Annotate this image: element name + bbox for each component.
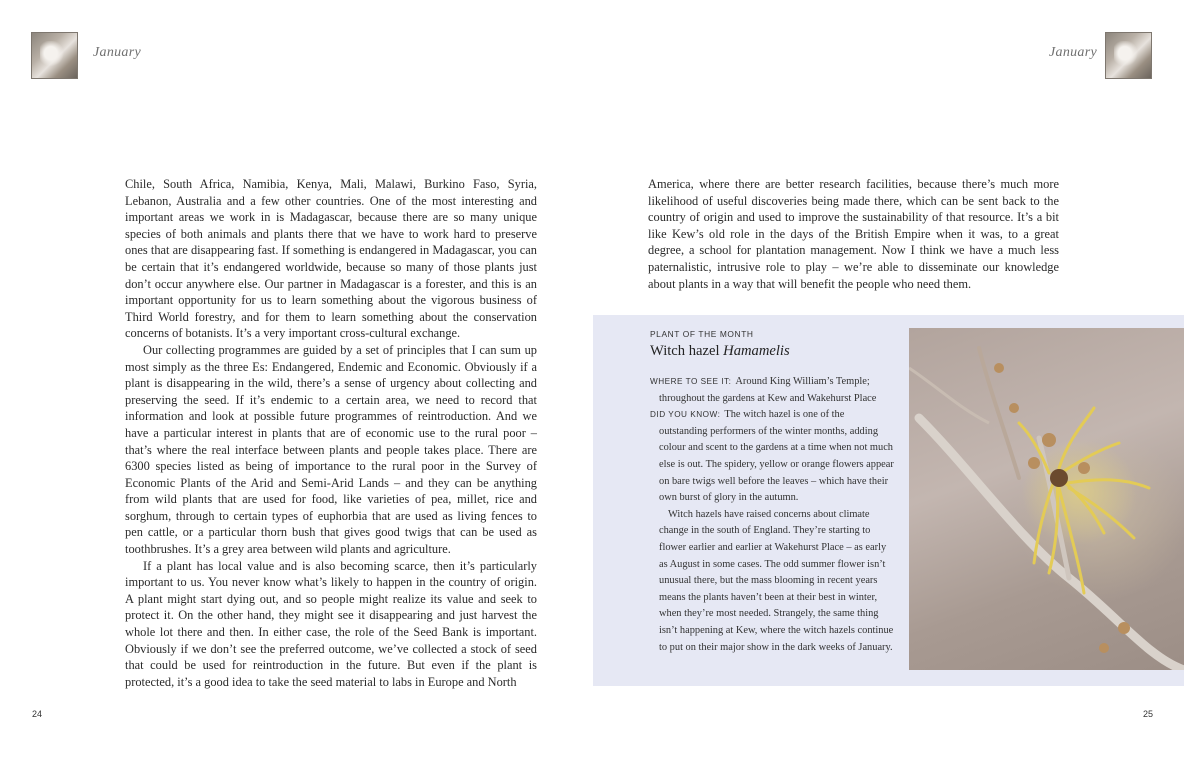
body-text	[125, 176, 537, 690]
plant-of-the-month-box	[593, 315, 1184, 686]
title-latin: Hamamelis	[723, 343, 790, 359]
page-number: 24	[32, 709, 43, 719]
paragraph: Chile, South Africa, Namibia, Kenya, Mali, Malawi, Burkino Faso, Syria, Lebanon, Australia and a few other countries. One of the most interesting and important areas we work in is Madagascar, because there are so many unique species of both animals and plants there that we have to work hard to preserve ones that are disappearing fast. If something is endangered in Madagascar, you can be certain that it’s endangered worldwide, because so many of those plants just don’t occur anywhere else. Our partner in Madagascar is a forester, and this is an important opportunity for us to learn something about the vigorous business of Third World forestry, and for them to learn something about the conservation concerns of botanists. It’s a very important cross-cultural exchange.	[125, 177, 537, 341]
paragraph: Our collecting programmes are guided by a set of principles that I can sum up most simply as the three Es: Endangered, Endemic and Economic. Obviously if a plant is disappearing in the wild, there’s a sense of urgency about collecting and preserving the seed. If it’s endemic to a certain area, we need to record that information and look at possible future programmes of reintroduction. And we have a particular interest in plants that are of economic use to the rural poor – that’s where the real interface between plants and people takes place. There are 6300 species listed as being of importance to the rural poor in the Survey of Economic Plants of the Arid and Semi-Arid Lands – and they can be anything from wild plants that are used for food, like varieties of pea, millet, rice and sorghum, through to certain types of euphorbia that are used as living fences to pen cattle, or a particular thorn bush that gives good twigs that can be used as toothbrushes. It’s a grey area between wild plants and agriculture.	[125, 342, 537, 557]
page-number: 25	[1143, 709, 1154, 719]
where-label: WHERE TO SEE IT:	[650, 377, 732, 386]
did-you-know	[650, 407, 895, 507]
witch-hazel-illustration	[909, 328, 1184, 670]
running-head: January	[93, 45, 141, 60]
right-page	[592, 0, 1184, 770]
know-text: The witch hazel is one of the outstanding performers of the winter months, adding colour and scent to the gardens at a time when not much else is out. The spidery, yellow or orange flowers appear on bare twigs well before the leaves – which have their own burst of glory in the autumn.	[659, 409, 894, 504]
flower-thumbnail-icon	[1105, 32, 1152, 79]
know-label: DID YOU KNOW:	[650, 410, 721, 420]
running-head: January	[1049, 45, 1097, 60]
body-text	[648, 176, 1059, 292]
where-to-see-it	[650, 374, 895, 407]
paragraph: America, where there are better research facilities, because there’s much more likelihood of useful discoveries being made there, which can be sent back to the country of origin and used to improve the sustainability of that resource. It’s a bit like Kew’s old role in the days of the British Empire when it was, to a great degree, a school for plantation management. Now I think we have a much less paternalistic, intrusive role to play – we’re able to disseminate our knowledge about plants in a way that will benefit the people who need them.	[648, 177, 1059, 291]
title-common: Witch hazel	[650, 343, 720, 359]
witch-hazel-photo	[909, 328, 1184, 670]
sidebar-kicker: PLANT OF THE MONTH	[650, 329, 754, 339]
paragraph: If a plant has local value and is also becoming scarce, then it’s particularly important to us. You never know what’s likely to happen in the country of origin. A plant might start dying out, and so people might realize its value and seek to protect it. On the other hand, they might see it disappearing and just harvest the whole lot there and then. In either case, the role of the Seed Bank is important. Obviously if we don’t see the preferred outcome, we’ve collected a stock of seed that could be used for reintroduction in the future. But even if the plant is protected, it’s a good idea to take the seed material to labs in Europe and North	[125, 558, 537, 689]
sidebar-title	[650, 343, 895, 360]
flower-thumbnail-icon	[31, 32, 78, 79]
sidebar-paragraph: Witch hazels have raised concerns about climate change in the south of England. They’re starting to flower earlier and earlier at Wakehurst Place – as early as August in some cases. The odd summer flower isn’t unusual there, but the mass blooming in recent years means the plants haven’t been at their best in winter, when they’re most needed. Strangely, the same thing isn’t happening at Kew, where the witch hazels continue to put on their major show in the dark weeks of January.	[659, 508, 894, 653]
where-text: Around King William’s Temple; throughout the gardens at Kew and Wakehurst Place	[659, 376, 877, 404]
sidebar-text	[650, 329, 895, 656]
